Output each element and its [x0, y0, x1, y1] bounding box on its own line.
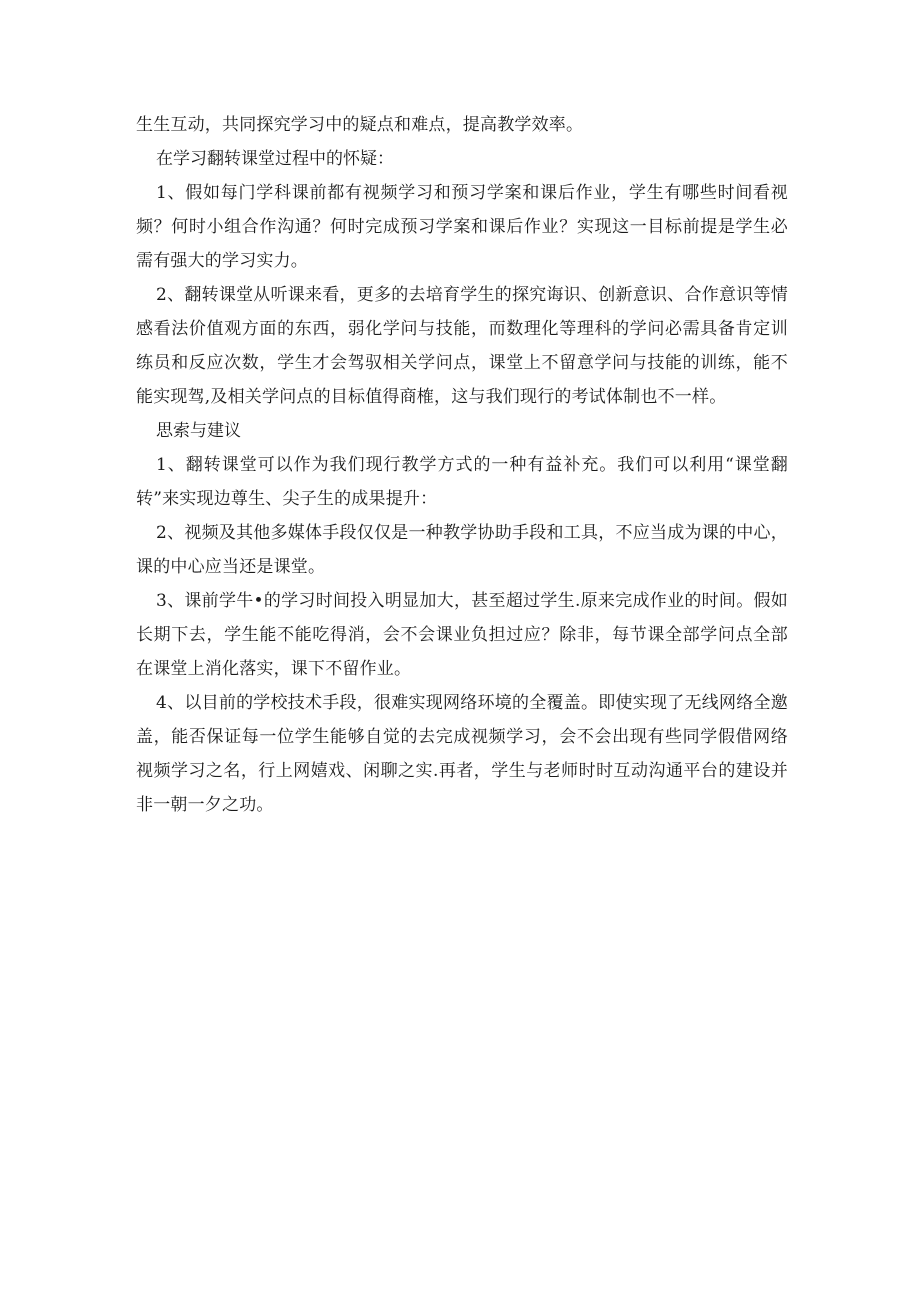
- suggestion-item-4: 4、以目前的学校技术手段，很难实现网络环境的全覆盖。即使实现了无线网络全邀盖，能否保证每一位学生能够自觉的去完成视频学习，会不会出现有些同学假借网络视频学习之名，行上网嬉戏、闲聊之实.再者，学生与老师时时互动沟通平台的建设并非一朝一夕之功。: [136, 693, 788, 815]
- section-heading-suggestions: 思索与建议: [156, 421, 241, 441]
- document-page: [136, 108, 788, 822]
- section-heading-doubts: 在学习翻转课堂过程中的怀疑：: [156, 149, 394, 169]
- suggestion-item-1: 1、翻转课堂可以作为我们现行教学方式的一种有益补充。我们可以利用“课堂翻转”来实现边尊生、尖子生的成果提升：: [136, 455, 788, 509]
- suggestion-item-3: 3、课前学牛•的学习时间投入明显加大，甚至超过学生.原来完成作业的时间。假如长期下去，学生能不能吃得消，会不会课业负担过应？除非，每节课全部学问点全部在课堂上消化落实，课下不留作业。: [136, 591, 788, 679]
- doubt-item-1: 1、假如每门学科课前都有视频学习和预习学案和课后作业，学生有哪些时间看视频？何时小组合作沟通？何时完成预习学案和课后作业？实现这一目标前提是学生必需有强大的学习实力。: [136, 183, 788, 271]
- doubt-item-2: 2、翻转课堂从听课来看，更多的去培育学生的探究诲识、创新意识、合作意识等情感看法价值观方面的东西，弱化学问与技能，而数理化等理科的学问必需具备肯定训练员和反应次数，学生才会驾驭相关学问点，课堂上不留意学问与技能的训练，能不能实现驾,及相关学问点的目标值得商榷，这与我们现行的考试体制也不一样。: [136, 285, 788, 407]
- paragraph-continuation: 生生互动，共同探究学习中的疑点和难点，提高教学效率。: [136, 115, 584, 135]
- suggestion-item-2: 2、视频及其他多媒体手段仅仅是一种教学协助手段和工具，不应当成为课的中心，课的中心应当还是课堂。: [136, 523, 788, 577]
